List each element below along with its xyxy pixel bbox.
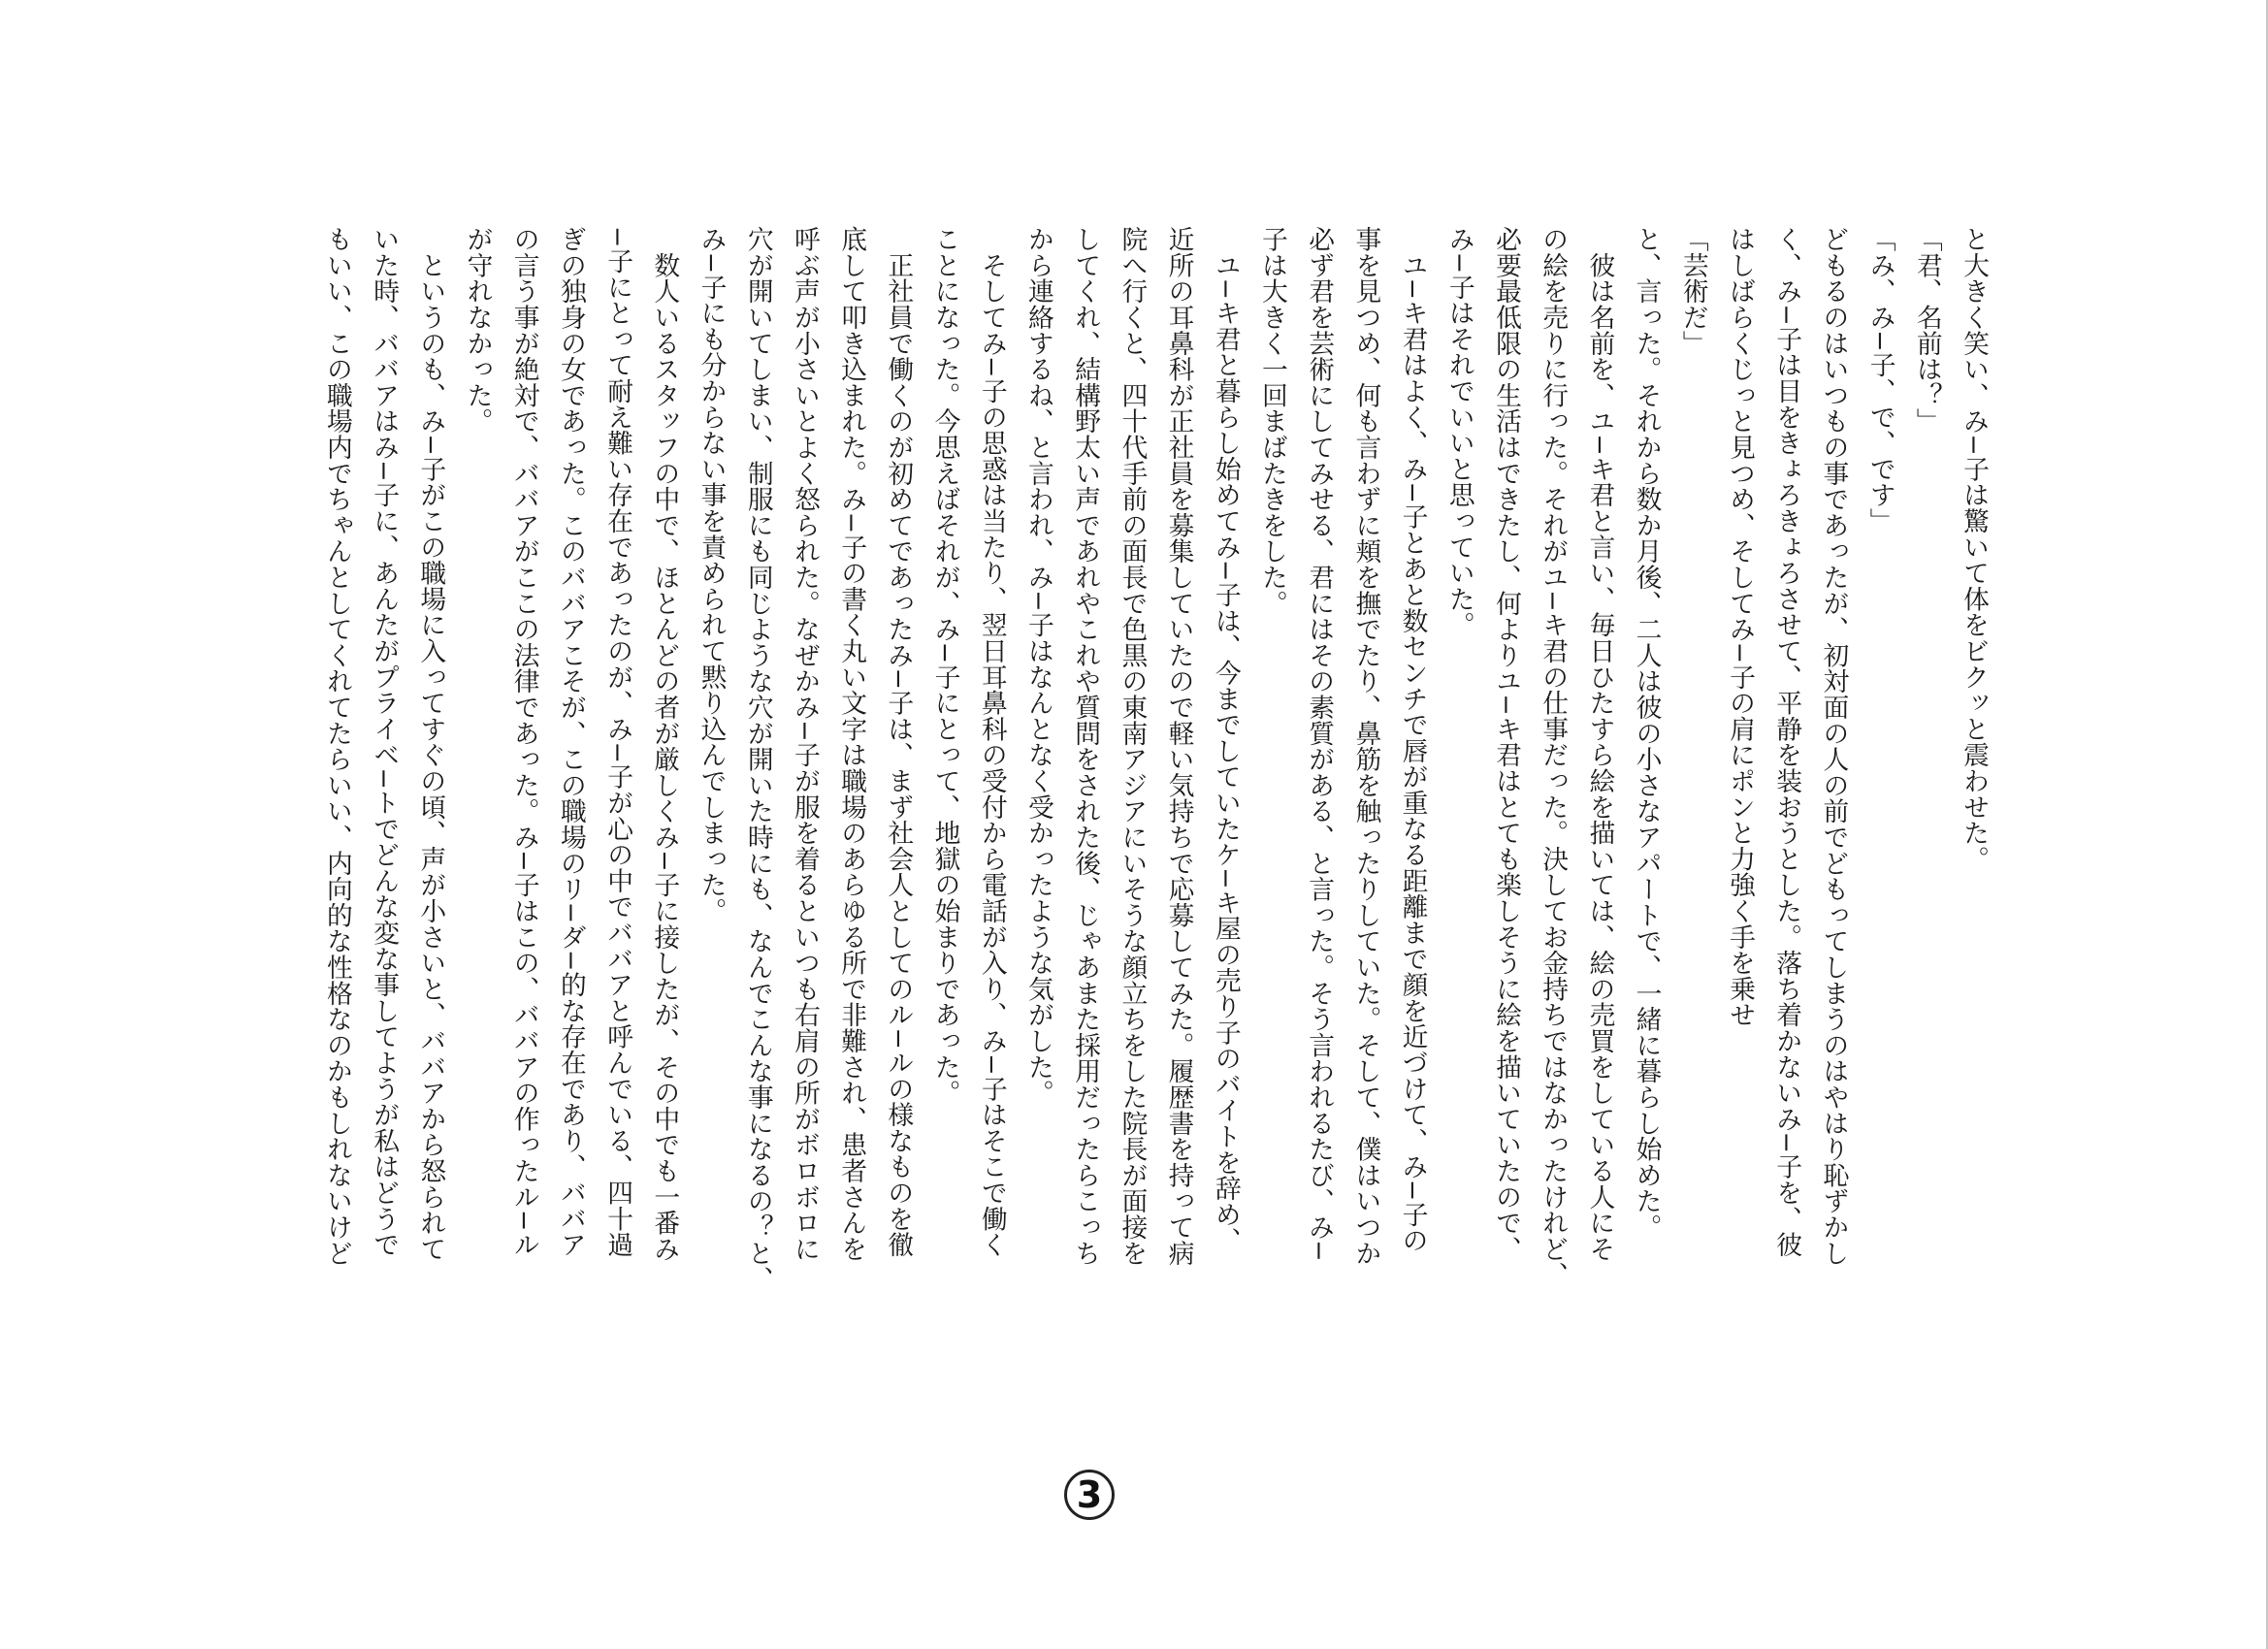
text-line: 近所の耳鼻科が正社員を募集していたので軽い気持ちで応募してみた。履歴書を持って病: [1163, 226, 1194, 1266]
page-number: 3: [1064, 1470, 1115, 1520]
text-line: と大きく笑い、み−子は驚いて体をビクッと震わせた。: [1959, 226, 1989, 872]
text-line: というのも、み−子がこの職場に入ってすぐの頃、声が小さいと、ババアから怒られて: [415, 226, 446, 1262]
text-line: 必ず君を芸術にしてみせる、君にはその素質がある、と言った。そう言われるたび、み−: [1304, 226, 1335, 1262]
text-line: 「み、み−子、で、です」: [1864, 226, 1895, 534]
text-line: 子は大きく一回まばたきをした。: [1256, 226, 1287, 616]
text-line: 穴が開いてしまい、制服にも同じような穴が開いた時にも、なんでこんな事になるの？と、: [742, 226, 773, 1292]
text-line: から連絡するね、と言われ、み−子はなんとなく受かったような気がした。: [1022, 226, 1053, 1106]
body-text: [275, 226, 1996, 1390]
text-line: 正社員で働くのが初めてであったみ−子は、まず社会人としてのル−ルの様なものを徹: [883, 226, 914, 1258]
text-line: の言う事が絶対で、ババアがここの法律であった。み−子はこの、ババアの作ったル−ル: [508, 226, 539, 1258]
text-line: 彼は名前を、ユ−キ君と言い、毎日ひたすら絵を描いては、絵の売買をしている人にそ: [1584, 226, 1615, 1262]
text-line: と、言った。それから数か月後、二人は彼の小さなアパートで、一緒に暮らし始めた。: [1631, 226, 1662, 1241]
text-line: 底して叩き込まれた。み−子の書く丸い文字は職場のあらゆる所で非難され、患者さんを: [836, 226, 867, 1262]
text-line: く、み−子は目をきょろきょろさせて、平静を装おうとした。落ち着かないみ−子を、彼: [1771, 226, 1802, 1258]
text-line: してくれ、結構野太い声であれやこれや質問をされた後、じゃあまた採用だったらこっち: [1070, 226, 1101, 1266]
text-line: 数人いるスタッフの中で、ほとんどの者が厳しくみ−子に接したが、その中でも一番み: [649, 226, 680, 1262]
text-line: が守れなかった。: [462, 226, 493, 435]
text-line: 呼ぶ声が小さいとよく怒られた。なぜかみ−子が服を着るといつも右肩の所がボロボロに: [789, 226, 820, 1262]
text-line: どもるのはいつもの事であったが、初対面の人の前でどもってしまうのはやはり恥ずかし: [1818, 226, 1849, 1266]
text-line: いた時、ババアはみ−子に、あんたがプライベ−トでどんな変な事してようが私はどうで: [369, 226, 400, 1258]
text-line: 「芸術だ」: [1677, 226, 1708, 356]
text-line: み−子はそれでいいと思っていた。: [1443, 226, 1474, 638]
text-line: 必要最低限の生活はできたし、何よりユ−キ君はとても楽しそうに絵を描いていたので、: [1490, 226, 1521, 1262]
text-line: ユ−キ君はよく、み−子とあと数センチで唇が重なる距離まで顔を近づけて、み−子の: [1397, 226, 1428, 1253]
text-line: −子にとって耐え難い存在であったのが、み−子が心の中でババアと呼んでいる、四十過: [602, 226, 633, 1258]
text-line: ユ−キ君と暮らし始めてみ−子は、今までしていたケ−キ屋の売り子のバイトを辞め、: [1210, 226, 1241, 1253]
text-line: もいい、この職場内でちゃんとしてくれてたらいい、内向的な性格なのかもしれないけど: [321, 226, 352, 1266]
text-line: ぎの独身の女であった。このババアこそが、この職場のリ−ダ−的な存在であり、ババア: [555, 226, 586, 1258]
text-line: 院へ行くと、四十代手前の面長で色黒の東南アジアにいそうな顔立ちをした院長が面接を: [1117, 226, 1148, 1266]
text-line: の絵を売りに行った。それがユ−キ君の仕事だった。決してお金持ちではなかったけれど、: [1538, 226, 1569, 1288]
text-line: はしばらくじっと見つめ、そしてみ−子の肩にポンと力強く手を乗せ: [1724, 226, 1755, 1028]
text-line: み−子にも分からない事を責められて黙り込んでしまった。: [696, 226, 727, 924]
text-line: そしてみ−子の思惑は当たり、翌日耳鼻科の受付から電話が入り、み−子はそこで働く: [976, 226, 1007, 1258]
text-line: 「君、名前は？」: [1911, 226, 1942, 435]
text-line: ことになった。今思えばそれが、み−子にとって、地獄の始まりであった。: [929, 226, 960, 1106]
text-line: 事を見つめ、何も言わずに頬を撫でたり、鼻筋を触ったりしていた。そして、僕はいつか: [1350, 226, 1381, 1266]
